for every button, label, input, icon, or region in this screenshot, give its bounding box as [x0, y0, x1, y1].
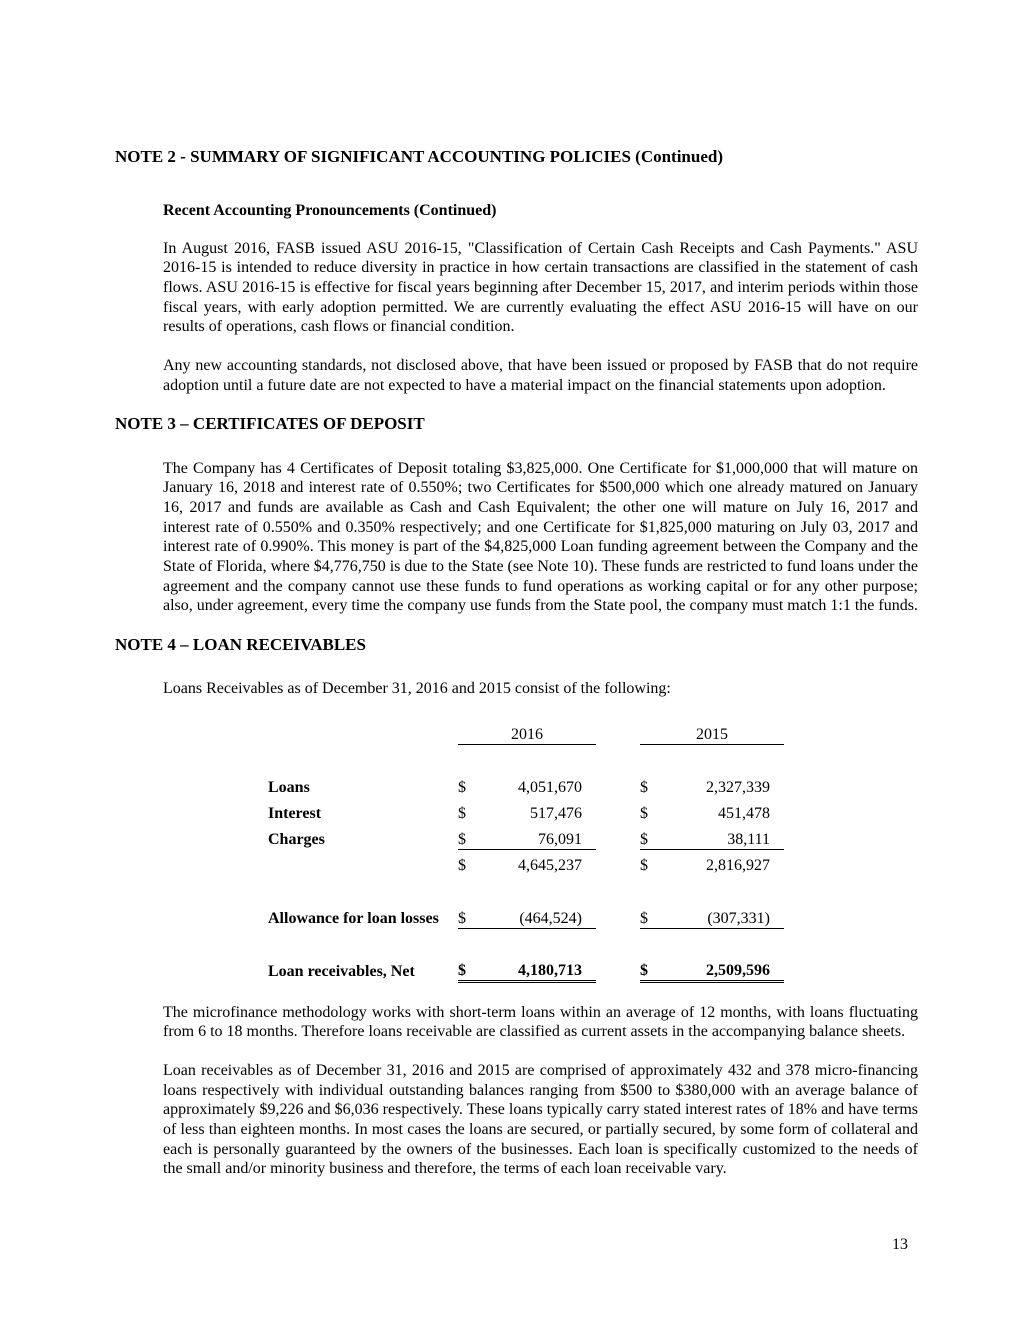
- note3-heading: NOTE 3 – CERTIFICATES OF DEPOSIT: [115, 414, 425, 434]
- note4-paragraph-2: Loan receivables as of December 31, 2016 and 2015 are comprised of approximately 432 and 378 micro-financing loans respectively with individual outstanding balances ranging from $500 to $380,000 with an average balance of approximately $9,226 and $6,036 respectively. These loans typically carry stated interest rates of 18% and have terms of less than eighteen months. In most cases the loans are secured, or partially secured, by some form of collateral and each is personally guaranteed by the owners of the businesses. Each loan is specifically customized to the needs of the small and/or minority business and therefore, the terms of each loan receivable vary.: [163, 1061, 918, 1178]
- table-header-row: [268, 718, 784, 744]
- column-gap: [596, 718, 640, 744]
- row-label: Loan receivables, Net: [268, 963, 415, 981]
- column-header-2015: 2015: [640, 718, 784, 744]
- dollar-sign: $: [458, 857, 466, 875]
- dollar-sign: $: [640, 955, 666, 981]
- amount-2016: 517,476: [530, 805, 582, 823]
- note4-heading: NOTE 4 – LOAN RECEIVABLES: [115, 635, 366, 655]
- loan-receivables-table: [268, 718, 784, 983]
- column-gap: [596, 849, 640, 875]
- dollar-sign: $: [640, 902, 666, 928]
- row-label: Charges: [268, 831, 325, 849]
- dollar-sign: $: [458, 779, 466, 797]
- amount-2015: 451,478: [718, 805, 770, 823]
- dollar-sign: $: [458, 955, 484, 981]
- row-label: [268, 849, 458, 875]
- dollar-sign: $: [458, 823, 484, 849]
- row-label: Loans: [268, 779, 310, 797]
- note2-section: [163, 201, 918, 395]
- table-row-charges: [268, 823, 784, 849]
- table-spacer-row: [268, 928, 784, 955]
- table-row-allowance: [268, 902, 784, 928]
- note4-paragraph-1: The microfinance methodology works with short-term loans within an average of 12 months, with loans fluctuating from 6 to 18 months. Therefore loans receivable are classified as current assets in the accompanying balance sheets.: [163, 1003, 918, 1041]
- amount-2015: 38,111: [666, 823, 784, 849]
- page-number: 13: [892, 1236, 908, 1253]
- note3-paragraph-1: The Company has 4 Certificates of Deposit totaling $3,825,000. One Certificate for $1,000,000 that will mature on January 16, 2018 and interest rate of 0.550%; two Certificates for $500,000 which one already matured on January 16, 2017 and funds are available as Cash and Cash Equivalent; the other one will mature on July 16, 2017 and interest rate of 0.550% and 0.350% respectively; and one Certificate for $1,825,000 maturing on July 03, 2017 and interest rate of 0.990%. This money is part of the $4,825,000 Loan funding agreement between the Company and the State of Florida, where $4,776,750 is due to the State (see Note 10). These funds are restricted to fund loans under the agreement and the company cannot use these funds to fund operations as working capital or for any other purpose; also, under agreement, every time the company use funds from the State pool, the company must match 1:1 the funds.: [163, 459, 918, 615]
- note2-paragraph-1: In August 2016, FASB issued ASU 2016-15, "Classification of Certain Cash Receipts and Cash Payments." ASU 2016-15 is intended to reduce diversity in practice in how certain transactions are classified in the statement of cash flows. ASU 2016-15 is effective for fiscal years beginning after December 15, 2017, and interim periods within those fiscal years, with early adoption permitted. We are currently evaluating the effect ASU 2016-15 will have on our results of operations, cash flows or financial condition.: [163, 239, 918, 336]
- column-header-2016: 2016: [458, 718, 596, 744]
- amount-2016: 4,051,670: [518, 779, 582, 797]
- dollar-sign: $: [640, 779, 648, 797]
- row-label: Allowance for loan losses: [268, 910, 439, 928]
- amount-2016: 4,180,713: [484, 955, 596, 981]
- amount-2015: 2,327,339: [706, 779, 770, 797]
- note4-section: [163, 679, 918, 1179]
- note2-paragraph-2: Any new accounting standards, not disclosed above, that have been issued or proposed by FASB that do not require adoption until a future date are not expected to have a material impact on the financial statements upon adoption.: [163, 356, 918, 394]
- amount-2015: 2,816,927: [706, 857, 770, 875]
- column-gap: [596, 771, 640, 797]
- amount-2016: 76,091: [484, 823, 596, 849]
- column-gap: [596, 797, 640, 823]
- amount-2016: 4,645,237: [518, 857, 582, 875]
- dollar-sign: $: [458, 805, 466, 823]
- row-label: Interest: [268, 805, 322, 823]
- dollar-sign: $: [458, 902, 484, 928]
- column-gap: [596, 902, 640, 928]
- header-spacer-cell: [268, 718, 458, 744]
- amount-2016: (464,524): [484, 902, 596, 928]
- column-gap: [596, 823, 640, 849]
- table-row-subtotal: [268, 849, 784, 875]
- note4-intro: Loans Receivables as of December 31, 2016 and 2015 consist of the following:: [163, 680, 671, 698]
- table-spacer-row: [268, 875, 784, 902]
- note2-subheading: Recent Accounting Pronouncements (Continued): [163, 202, 497, 220]
- amount-2015: 2,509,596: [666, 955, 784, 981]
- dollar-sign: $: [640, 857, 648, 875]
- dollar-sign: $: [640, 805, 648, 823]
- dollar-sign: $: [640, 823, 666, 849]
- column-gap: [596, 955, 640, 981]
- note3-section: [163, 459, 918, 616]
- table-row-loans: [268, 771, 784, 797]
- amount-2015: (307,331): [666, 902, 784, 928]
- table-row-interest: [268, 797, 784, 823]
- table-spacer-row: [268, 744, 784, 771]
- table-row-net: [268, 955, 784, 981]
- note2-heading: NOTE 2 - SUMMARY OF SIGNIFICANT ACCOUNTING POLICIES (Continued): [115, 147, 724, 166]
